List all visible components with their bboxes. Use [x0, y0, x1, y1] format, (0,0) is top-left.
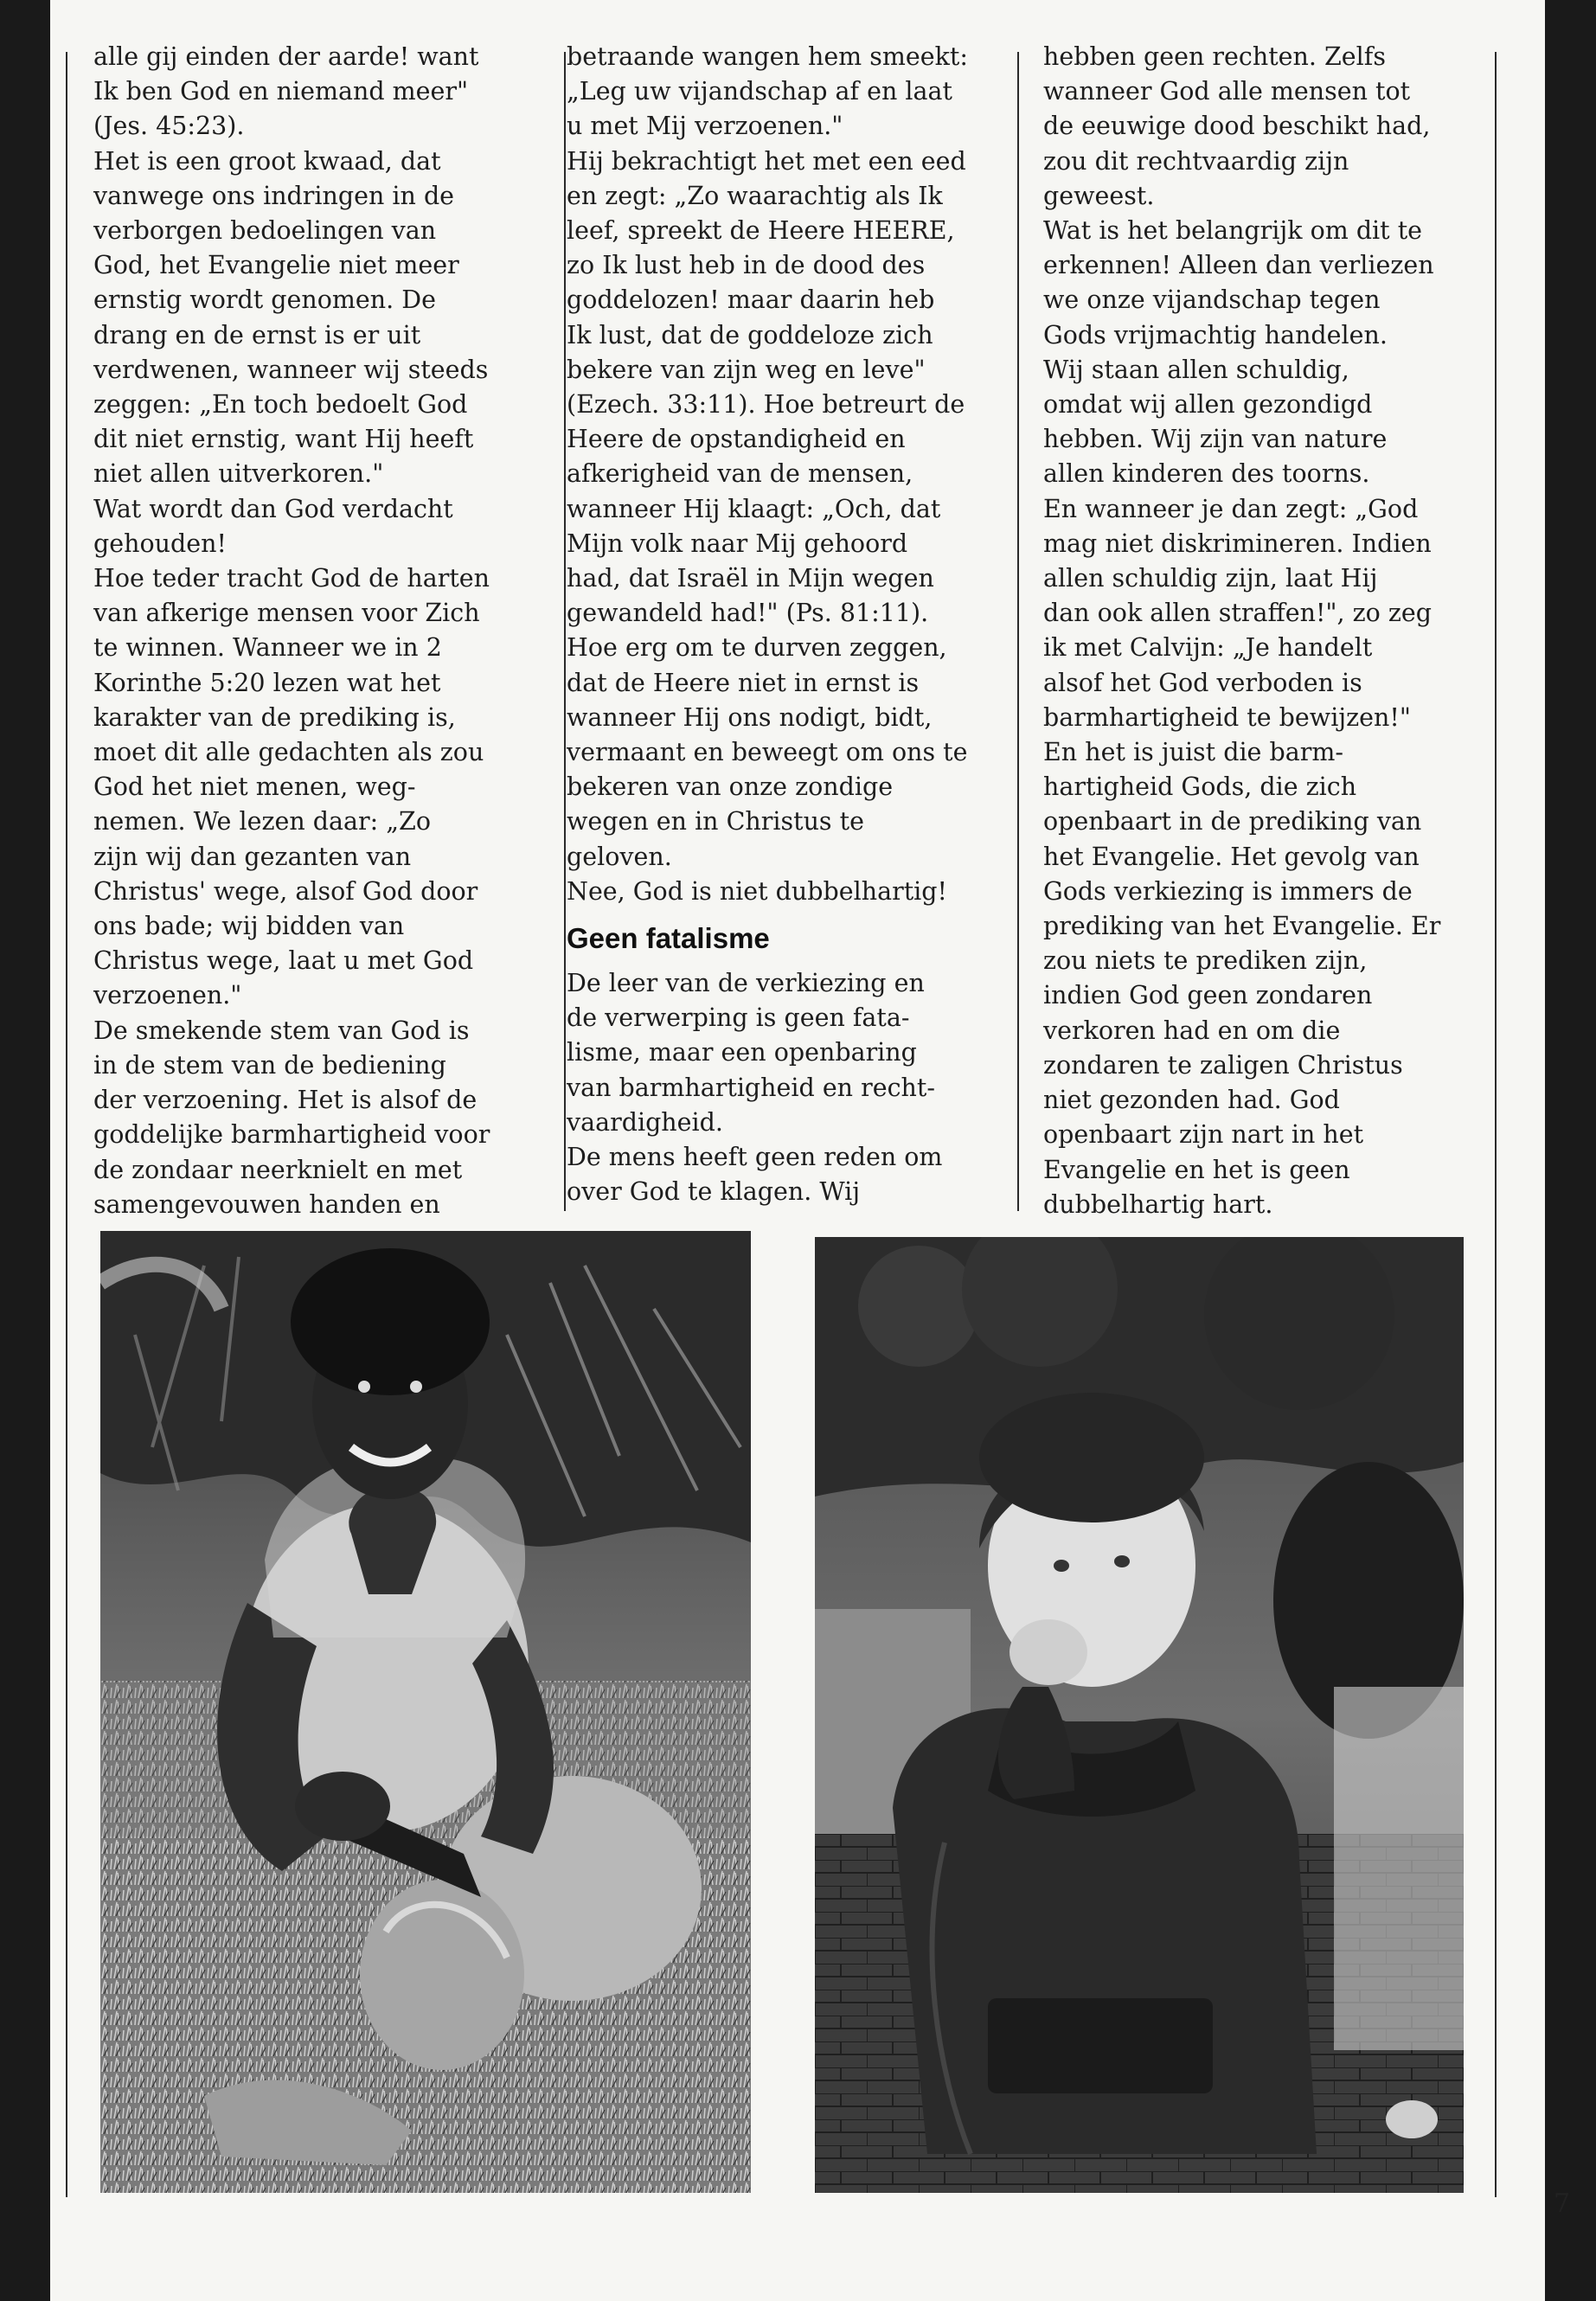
column-3-line: En het is juist die barm-	[1043, 738, 1343, 767]
column-2-line: (Ezech. 33:11). Hoe betreurt de	[567, 390, 965, 420]
column-1-line: samengevouwen handen en	[93, 1189, 440, 1219]
column-1-line: Christus wege, laat u met God	[93, 946, 474, 976]
column-2-line: had, dat Israël in Mijn wegen	[567, 564, 934, 593]
column-2-line: Ik lust, dat de goddeloze zich	[567, 320, 933, 349]
column-divider-1	[564, 52, 566, 1211]
column-3-line: hebben. Wij zijn van nature	[1043, 425, 1388, 454]
column-2-line: dat de Heere niet in ernst is	[567, 668, 920, 697]
text-column-2	[567, 40, 968, 1210]
column-3-line: zou dit rechtvaardig zijn	[1043, 146, 1349, 176]
column-2-line: vaardigheid.	[567, 1107, 723, 1137]
column-2-line: leef, spreekt de Heere HEERE,	[567, 216, 955, 246]
column-1-line: verdwenen, wanneer wij steeds	[93, 355, 489, 384]
column-2-line: betraande wangen hem smeekt:	[567, 42, 968, 71]
column-2-line: wanneer Hij ons nodigt, bidt,	[567, 702, 933, 732]
column-2-line: Mijn volk naar Mij gehoord	[567, 529, 908, 558]
column-3-line: barmhartigheid te bewijzen!"	[1043, 702, 1411, 732]
photo-child-in-coat	[815, 1237, 1464, 2193]
column-1-line: God, het Evangelie niet meer	[93, 251, 459, 280]
column-1-line: Hoe teder tracht God de harten	[93, 564, 490, 593]
column-1-line: De smekende stem van God is	[93, 1016, 470, 1045]
column-3-line: allen schuldig zijn, laat Hij	[1043, 564, 1378, 593]
column-1-line: vanwege ons indringen in de	[93, 181, 455, 210]
section-heading: Geen fatalisme	[567, 922, 770, 955]
column-1-line: verzoenen."	[93, 981, 242, 1010]
column-1-line: in de stem van de bediening	[93, 1050, 446, 1080]
column-3-line: Gods verkiezing is immers de	[1043, 876, 1413, 906]
column-1-line: van afkerige mensen voor Zich	[93, 599, 480, 628]
column-1-line: dit niet ernstig, want Hij heeft	[93, 425, 474, 454]
column-2-line: geloven.	[567, 842, 672, 871]
column-2-line: van barmhartigheid en recht-	[567, 1073, 935, 1102]
column-3-line: En wanneer je dan zegt: „God	[1043, 494, 1419, 523]
column-2-line: wegen en in Christus te	[567, 807, 864, 836]
column-2-body-after	[567, 966, 968, 1209]
column-3-line: het Evangelie. Het gevolg van	[1043, 842, 1420, 871]
column-1-line: Christus' wege, alsof God door	[93, 876, 478, 906]
column-3-line: dubbelhartig hart.	[1043, 1189, 1273, 1219]
column-3-line: wanneer God alle mensen tot	[1043, 77, 1411, 106]
column-1-line: Wat wordt dan God verdacht	[93, 494, 453, 523]
column-3-line: erkennen! Alleen dan verliezen	[1043, 251, 1434, 280]
column-2-line: bekere van zijn weg en leve"	[567, 355, 926, 384]
column-3-line: Evangelie en het is geen	[1043, 1155, 1350, 1184]
column-3-line: Wat is het belangrijk om dit te	[1043, 216, 1423, 246]
column-3-line: we onze vijandschap tegen	[1043, 285, 1381, 315]
column-1-line: moet dit alle gedachten als zou	[93, 738, 484, 767]
column-3-line: indien God geen zondaren	[1043, 981, 1373, 1010]
column-3-line: dan ook allen straffen!", zo zeg	[1043, 599, 1433, 628]
column-1-line: karakter van de prediking is,	[93, 702, 456, 732]
column-1-line: drang en de ernst is er uit	[93, 320, 421, 349]
column-1-line: te winnen. Wanneer we in 2	[93, 633, 442, 663]
column-1-line: niet allen uitverkoren."	[93, 459, 384, 489]
column-2-line: „Leg uw vijandschap af en laat	[567, 77, 952, 106]
column-1-line: Het is een groot kwaad, dat	[93, 146, 441, 176]
magazine-page	[50, 0, 1571, 2301]
column-1-line: ernstig wordt genomen. De	[93, 285, 436, 315]
column-2-line: Hij bekrachtigt het met een eed	[567, 146, 966, 176]
column-1-line: Korinthe 5:20 lezen wat het	[93, 668, 441, 697]
column-2-line: vermaant en beweegt om ons te	[567, 738, 968, 767]
column-1-line: alle gij einden der aarde! want	[93, 42, 479, 71]
column-1-line: der verzoening. Het is alsof de	[93, 1086, 478, 1115]
column-1-line: de zondaar neerknielt en met	[93, 1155, 463, 1184]
column-3-line: geweest.	[1043, 181, 1155, 210]
text-column-1	[93, 40, 490, 1222]
column-2-line: over God te klagen. Wij	[567, 1177, 861, 1207]
column-3-line: mag niet diskrimineren. Indien	[1043, 529, 1432, 558]
column-divider-2	[1017, 52, 1019, 1211]
photo-man-with-machete-image	[100, 1231, 751, 2193]
column-3-line: ik met Calvijn: „Je handelt	[1043, 633, 1373, 663]
column-2-line: goddelozen! maar daarin heb	[567, 285, 935, 315]
column-1-line: zijn wij dan gezanten van	[93, 842, 412, 871]
column-2-line: gewandeld had!" (Ps. 81:11).	[567, 599, 929, 628]
column-3-line: alsof het God verboden is	[1043, 668, 1362, 697]
column-3-line: openbaart in de prediking van	[1043, 807, 1422, 836]
column-2-line: Hoe erg om te durven zeggen,	[567, 633, 947, 663]
photo-child-in-coat-image	[815, 1237, 1464, 2193]
column-2-line: De mens heeft geen reden om	[567, 1143, 943, 1172]
column-1-line: goddelijke barmhartigheid voor	[93, 1120, 490, 1150]
column-2-line: afkerigheid van de mensen,	[567, 459, 913, 489]
photo-man-with-machete	[100, 1231, 751, 2193]
column-2-line: zo Ik lust heb in de dood des	[567, 251, 926, 280]
column-3-line: Gods vrijmachtig handelen.	[1043, 320, 1388, 349]
column-3-line: prediking van het Evangelie. Er	[1043, 912, 1441, 941]
column-2-line: u met Mij verzoenen."	[567, 112, 843, 141]
column-2-line: lisme, maar een openbaring	[567, 1038, 917, 1067]
column-3-line: Wij staan allen schuldig,	[1043, 355, 1349, 384]
column-3-line: openbaart zijn nart in het	[1043, 1120, 1364, 1150]
column-3-line: de eeuwige dood beschikt had,	[1043, 112, 1431, 141]
column-3-line: hartigheid Gods, die zich	[1043, 772, 1357, 802]
column-3-line: zondaren te zaligen Christus	[1043, 1050, 1403, 1080]
column-1-line: nemen. We lezen daar: „Zo	[93, 807, 431, 836]
column-2-body-before	[567, 40, 968, 909]
column-1-line: verborgen bedoelingen van	[93, 216, 437, 246]
column-2-line: Heere de opstandigheid en	[567, 425, 906, 454]
column-2-line: en zegt: „Zo waarachtig als Ik	[567, 181, 943, 210]
column-1-line: zeggen: „En toch bedoelt God	[93, 390, 468, 420]
column-1-line: God het niet menen, weg-	[93, 772, 416, 802]
column-3-line: omdat wij allen gezondigd	[1043, 390, 1373, 420]
left-margin-rule	[66, 52, 67, 2197]
text-column-3	[1043, 40, 1440, 1222]
column-2-line: wanneer Hij klaagt: „Och, dat	[567, 494, 941, 523]
column-3-line: allen kinderen des toorns.	[1043, 459, 1370, 489]
column-3-line: hebben geen rechten. Zelfs	[1043, 42, 1386, 71]
column-2-line: De leer van de verkiezing en	[567, 969, 925, 998]
column-1-line: gehouden!	[93, 529, 227, 558]
column-2-line: Nee, God is niet dubbelhartig!	[567, 876, 947, 906]
column-1-line: (Jes. 45:23).	[93, 112, 245, 141]
column-2-line: de verwerping is geen fata-	[567, 1003, 910, 1033]
column-1-line: Ik ben God en niemand meer"	[93, 77, 469, 106]
right-margin-rule	[1495, 52, 1497, 2197]
column-1-line: ons bade; wij bidden van	[93, 912, 405, 941]
column-3-line: niet gezonden had. God	[1043, 1086, 1340, 1115]
column-3-line: zou niets te prediken zijn,	[1043, 946, 1368, 976]
page-number: 7	[1554, 2189, 1571, 2219]
column-2-line: bekeren van onze zondige	[567, 772, 894, 802]
column-3-line: verkoren had en om die	[1043, 1016, 1341, 1045]
